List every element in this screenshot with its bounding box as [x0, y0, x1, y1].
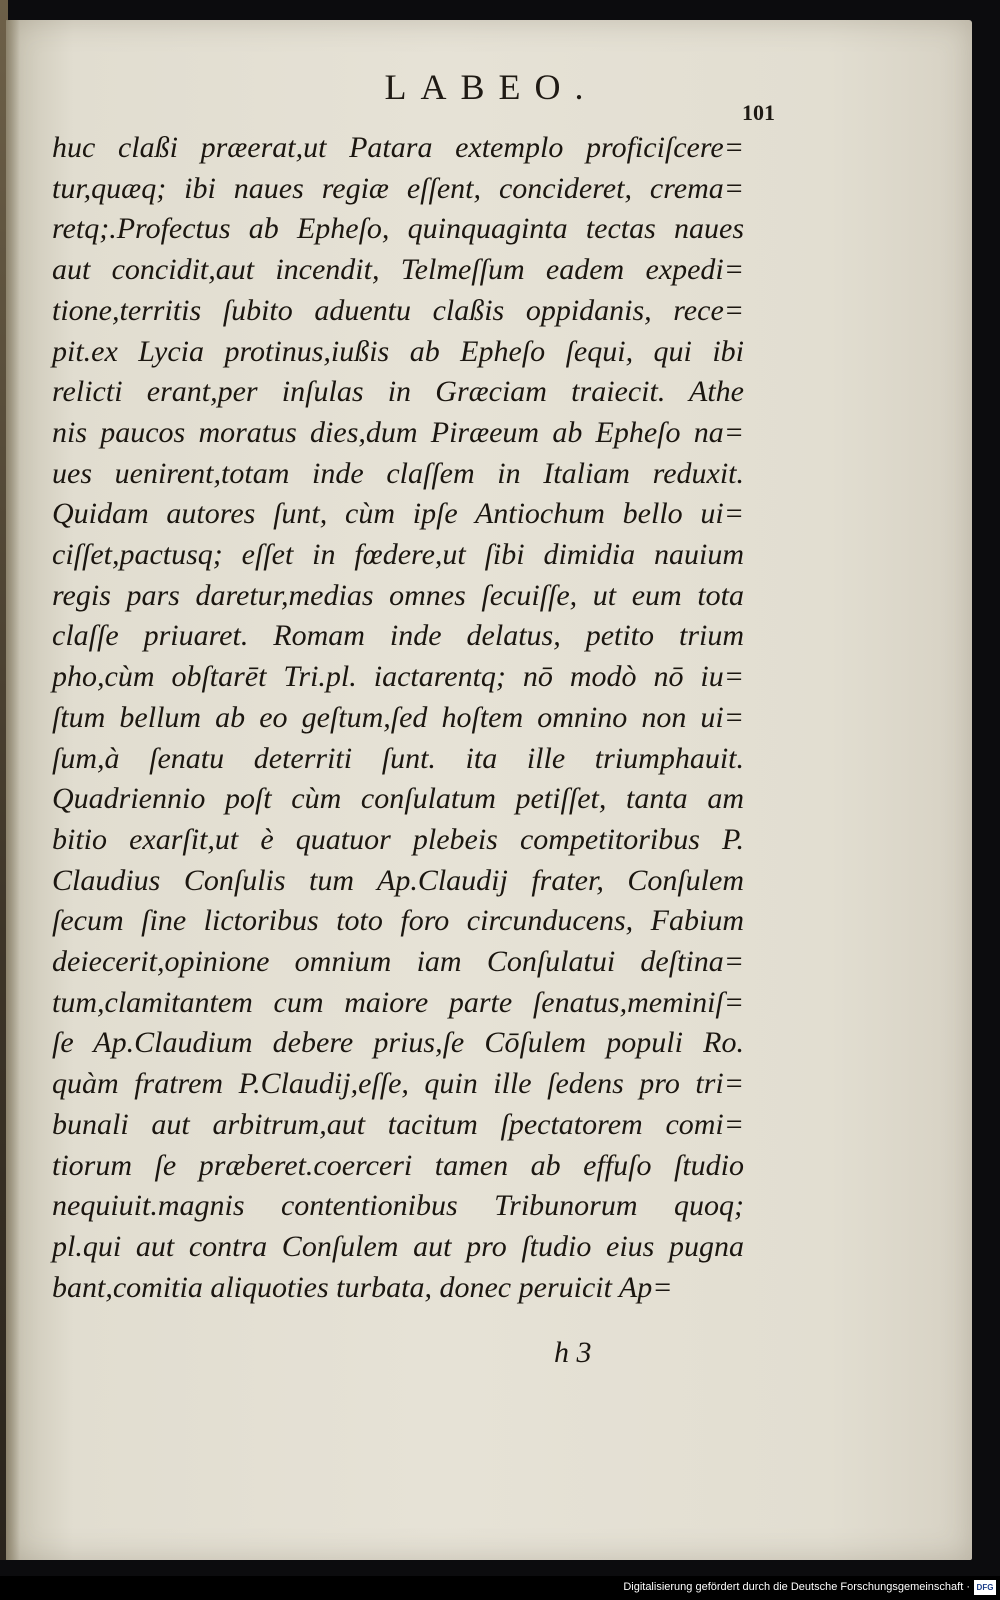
text-line: pit.ex Lycia protinus,iußis ab Epheſo ſequi, qui ibi: [52, 334, 744, 368]
text-line: ues uenirent,totam inde claſſem in Italiam reduxit.: [52, 456, 744, 490]
text-line: tur,quæq; ibi naues regiæ eſſent, concideret, crema=: [52, 171, 744, 205]
text-line: Quidam autores ſunt, cùm ipſe Antiochum bello ui=: [52, 497, 744, 531]
text-line: relicti erant,per inſulas in Græciam traiecit. Athe: [52, 375, 744, 409]
text-line: deiecerit,opinione omnium iam Conſulatui deſtina=: [52, 945, 744, 979]
footer-bar: [0, 1576, 1000, 1600]
text-line: nis paucos moratus dies,dum Piræeum ab Epheſo na=: [52, 415, 744, 449]
text-line: claſſe priuaret. Romam inde delatus, petito trium: [52, 619, 744, 653]
text-line: huc claßi præerat,ut Patara extemplo proficiſcere=: [52, 131, 744, 164]
body-text: [52, 128, 744, 1308]
text-line: regis pars daretur,medias omnes ſecuiſſe, ut eum tota: [52, 578, 744, 612]
text-line: nequiuit.magnis contentionibus Tribunorum quoq;: [52, 1189, 744, 1223]
text-line: tum,clamitantem cum maiore parte ſenatus,meminiſ=: [52, 985, 744, 1019]
running-head: LABEO.: [384, 67, 598, 107]
text-line: Quadriennio poſt cùm conſulatum petiſſet, tanta am: [52, 782, 744, 816]
text-line: bunali aut arbitrum,aut tacitum ſpectatorem comi=: [52, 1107, 744, 1141]
text-line: ſum,à ſenatu deterriti ſunt. ita ille triumphauit.: [52, 741, 744, 775]
text-line: ſe Ap.Claudium debere prius,ſe Cōſulem populi Ro.: [52, 1026, 744, 1060]
text-line: tione,territis ſubito aduentu claßis oppidanis, rece=: [52, 293, 744, 327]
text-line: tiorum ſe præberet.coerceri tamen ab effuſo ſtudio: [52, 1148, 744, 1182]
funding-credit: Digitalisierung gefördert durch die Deutsche Forschungsgemeinschaft ·: [623, 1581, 970, 1593]
text-line: retq;.Profectus ab Epheſo, quinquaginta tectas naues: [52, 212, 744, 246]
page-number: 101: [742, 100, 775, 125]
book-page: [6, 20, 972, 1560]
text-line: ciſſet,pactusq; eſſet in fœdere,ut ſibi dimidia nauium: [52, 538, 744, 572]
text-line: pho,cùm obſtarēt Tri.pl. iactarentq; nō modò nō iu=: [52, 660, 744, 694]
text-line: quàm fratrem P.Claudij,eſſe, quin ille ſedens pro tri=: [52, 1067, 744, 1101]
text-line: aut concidit,aut incendit, Telmeſſum eadem expedi=: [52, 253, 744, 287]
text-line: bant,comitia aliquoties turbata, donec peruicit Ap=: [52, 1270, 673, 1304]
text-line: bitio exarſit,ut è quatuor plebeis competitoribus P.: [52, 822, 744, 856]
text-line: ſecum ſine lictoribus toto foro circunducens, Fabium: [52, 904, 744, 938]
dfg-logo-icon: DFG: [974, 1580, 996, 1595]
signature-mark: h 3: [554, 1336, 592, 1369]
text-line: ſtum bellum ab eo geſtum,ſed hoſtem omnino non ui=: [52, 700, 744, 734]
text-line: pl.qui aut contra Conſulem aut pro ſtudio eius pugna: [52, 1229, 744, 1263]
text-line: Claudius Conſulis tum Ap.Claudij frater, Conſulem: [52, 863, 744, 897]
